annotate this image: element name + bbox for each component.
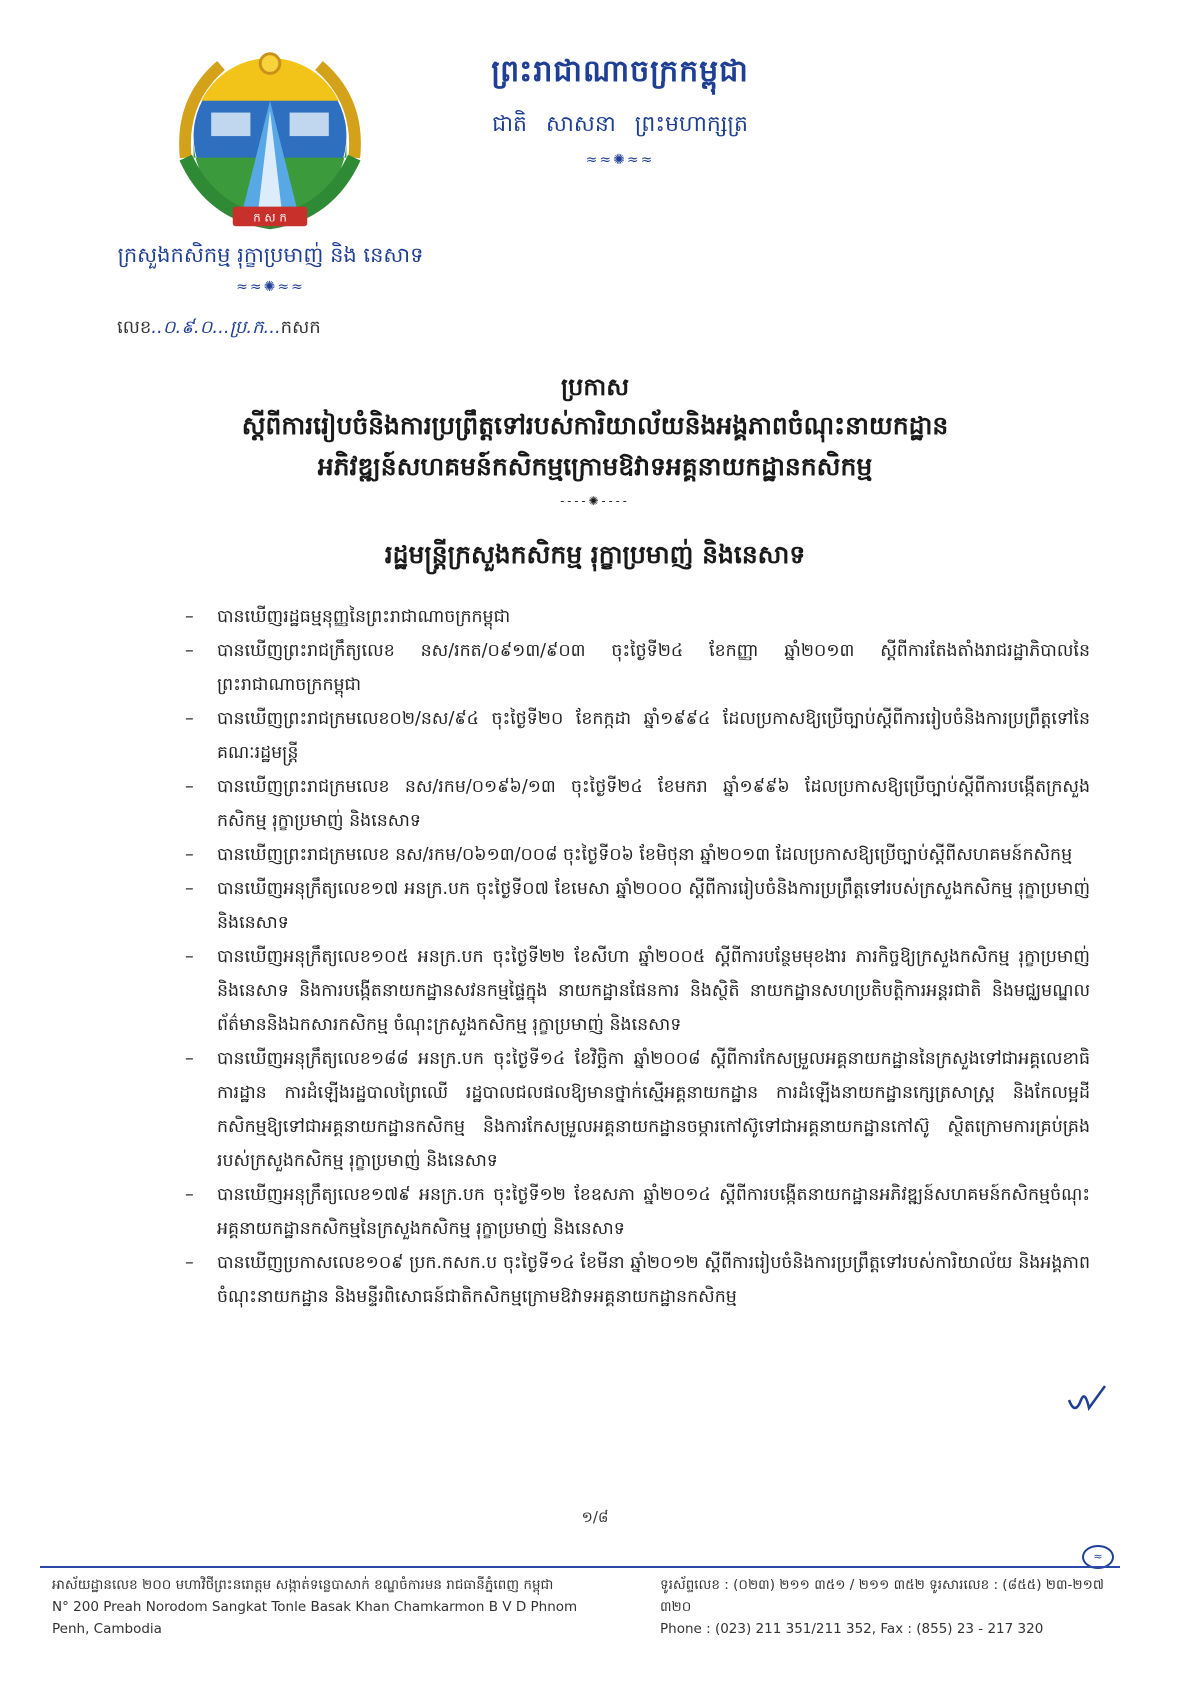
consideration-item: – បានឃើញព្រះរាជក្រឹត្យលេខ នស/រកត/០៩១៣/៩០៣ ចុះថ្ងៃទី២៤ ខែកញ្ញា ឆ្នាំ២០១៣ ស្តីពីការតែងតាំងរាជរដ្ឋាភិបាលនៃព្រះរាជាណាចក្រកម្ពុជា [185, 634, 1090, 702]
footer-address-khmer: អាស័យដ្ឋានលេខ ២០០ មហាវិថីព្រះនរោត្តម សង្កាត់ទន្លេបាសាក់ ខណ្ឌចំការមន រាជធានីភ្នំពេញ កម្ពុជា [52, 1577, 554, 1593]
issuer-title: រដ្ឋមន្ត្រីក្រសួងកសិកម្ម រុក្ខាប្រមាញ់ និងនេសាទ [384, 540, 806, 569]
emblem-label: ក ស ក [253, 210, 287, 225]
footer-phone-english: Phone : (023) 211 351/211 352, Fax : (855) 23 - 217 320 [660, 1621, 1044, 1637]
handwritten-initial-mark [1065, 1382, 1125, 1422]
document-type-title: ប្រកាស [560, 372, 630, 401]
ministry-header [88, 242, 453, 295]
footer-contact [660, 1574, 1110, 1640]
ministry-name: ក្រសួងកសិកម្ម រុក្ខាប្រមាញ់ និង នេសាទ [117, 243, 424, 267]
national-motto: ជាតិ សាសនា ព្រះមហាក្សត្រ [492, 112, 748, 137]
footer-divider [40, 1566, 1120, 1568]
ministry-ornament: ≈≈✺≈≈ [236, 279, 305, 295]
header-ornament: ≈≈✺≈≈ [585, 152, 655, 168]
considerations-list [185, 600, 1090, 1314]
consideration-item: – បានឃើញអនុក្រឹត្យលេខ១៨៨ អនក្រ.បក ចុះថ្ងៃទី១៤ ខែវិច្ឆិកា ឆ្នាំ២០០៨ ស្តីពីការកែសម្រួលអគ្គនាយកដ្ឋាននៃក្រសួងទៅជាអគ្គលេខាធិការដ្ឋាន ការដំឡើងរដ្ឋបាលព្រៃឈើ រដ្ឋបាលជលផលឱ្យមានថ្នាក់ស្មើអគ្គនាយកដ្ឋាន ការដំឡើងនាយកដ្ឋានក្សេត្រសាស្ត្រ និងកែលម្អដីកសិកម្មឱ្យទៅជាអគ្គនាយកដ្ឋានកសិកម្ម និងការកែសម្រួលអគ្គនាយកដ្ឋានចម្ការកៅស៊ូទៅជាអគ្គនាយកដ្ឋានកៅស៊ូ ស្ថិតក្រោមការគ្រប់គ្រងរបស់ក្រសួងកសិកម្ម រុក្ខាប្រមាញ់ និងនេសាទ [185, 1042, 1090, 1178]
ref-suffix: កសក [280, 317, 321, 338]
ref-prefix: លេខ [117, 317, 152, 338]
footer-address-english: N° 200 Preah Norodom Sangkat Tonle Basak Khan Chamkarmon B V D Phnom Penh, Cambodia [52, 1599, 578, 1637]
consideration-item: – បានឃើញប្រកាសលេខ១០៩ ប្រក.កសក.ប ចុះថ្ងៃទី១៤ ខែមីនា ឆ្នាំ២០១២ ស្តីពីការរៀបចំនិងការប្រព្រឹត្តទៅរបស់ការិយាល័យ និងអង្គភាពចំណុះនាយកដ្ឋាន និងមន្ទីរពិសោធន៍ជាតិកសិកម្មក្រោមឱវាទអគ្គនាយកដ្ឋានកសិកម្ម [185, 1246, 1090, 1314]
footer-phone-khmer: ទូរស័ព្ទលេខ : (០២៣) ២១១ ៣៥១ / ២១១ ៣៥២ ទូរសារលេខ : (៨៥៥) ២៣-២១៧ ៣២០ [660, 1577, 1104, 1615]
subject-line-1: ស្តីពីការរៀបចំនិងការប្រព្រឹត្តទៅរបស់ការិយាល័យនិងអង្គភាពចំណុះនាយកដ្ឋាន [241, 411, 949, 440]
title-divider: ----✺---- [560, 494, 630, 508]
consideration-item: – បានឃើញព្រះរាជក្រមលេខ នស/រកម/០៦១៣/០០៨ ចុះថ្ងៃទី០៦ ខែមិថុនា ឆ្នាំ២០១៣ ដែលប្រកាសឱ្យប្រើច្បាប់ស្តីពីសហគមន៍កសិកម្ម [185, 838, 1090, 872]
consideration-item: – បានឃើញរដ្ឋធម្មនុញ្ញនៃព្រះរាជាណាចក្រកម្ពុជា [185, 600, 1090, 634]
consideration-item: – បានឃើញព្រះរាជក្រមលេខ០២/នស/៩៤ ចុះថ្ងៃទី២០ ខែកក្កដា ឆ្នាំ១៩៩៤ ដែលប្រកាសឱ្យប្រើច្បាប់ស្តីពីការរៀបចំនិងការប្រព្រឹត្តទៅនៃគណៈរដ្ឋមន្ត្រី [185, 702, 1090, 770]
footer-address [52, 1574, 612, 1640]
page-number: ១/៨ [581, 1508, 609, 1526]
kingdom-header [440, 52, 800, 168]
corner-stamp-icon: ≈ [1082, 1545, 1114, 1569]
ref-number: ..០.៩.០...ប្រ.ក... [151, 317, 281, 338]
consideration-item: – បានឃើញអនុក្រឹត្យលេខ១៧៩ អនក្រ.បក ចុះថ្ងៃទី១២ ខែឧសភា ឆ្នាំ២០១៤ ស្តីពីការបង្កើតនាយកដ្ឋានអភិវឌ្ឍន៍សហគមន៍កសិកម្មចំណុះអគ្គនាយកដ្ឋានកសិកម្មនៃក្រសួងកសិកម្ម រុក្ខាប្រមាញ់ និងនេសាទ [185, 1178, 1090, 1246]
consideration-item: – បានឃើញអនុក្រឹត្យលេខ១០៥ អនក្រ.បក ចុះថ្ងៃទី២២ ខែសីហា ឆ្នាំ២០០៥ ស្តីពីការបន្ថែមមុខងារ ភារកិច្ចឱ្យក្រសួងកសិកម្ម រុក្ខាប្រមាញ់ និងនេសាទ និងការបង្កើតនាយកដ្ឋានសវនកម្មផ្ទៃក្នុង នាយកដ្ឋានផែនការ និងស្ថិតិ នាយកដ្ឋានសហប្រតិបត្តិការអន្តរជាតិ និងមជ្ឈមណ្ឌលព័ត៌មាននិងឯកសារកសិកម្ម ចំណុះក្រសួងកសិកម្ម រុក្ខាប្រមាញ់ និងនេសាទ [185, 940, 1090, 1042]
consideration-item: – បានឃើញអនុក្រឹត្យលេខ១៧ អនក្រ.បក ចុះថ្ងៃទី០៧ ខែមេសា ឆ្នាំ២០០០ ស្តីពីការរៀបចំនិងការប្រព្រឹត្តទៅរបស់ក្រសួងកសិកម្ម រុក្ខាប្រមាញ់ និងនេសាទ [185, 872, 1090, 940]
kingdom-name: ព្រះរាជាណាចក្រកម្ពុជា [491, 54, 749, 89]
consideration-item: – បានឃើញព្រះរាជក្រមលេខ នស/រកម/០១៩៦/១៣ ចុះថ្ងៃទី២៤ ខែមករា ឆ្នាំ១៩៩៦ ដែលប្រកាសឱ្យប្រើច្បាប់ស្តីពីការបង្កើតក្រសួងកសិកម្ម រុក្ខាប្រមាញ់ និងនេសាទ [185, 770, 1090, 838]
ministry-emblem-logo [172, 42, 368, 238]
subject-line-2: អភិវឌ្ឍន៍សហគមន៍កសិកម្មក្រោមឱវាទអគ្គនាយកដ្ឋានកសិកម្ម [317, 452, 873, 481]
reference-number [117, 315, 321, 342]
